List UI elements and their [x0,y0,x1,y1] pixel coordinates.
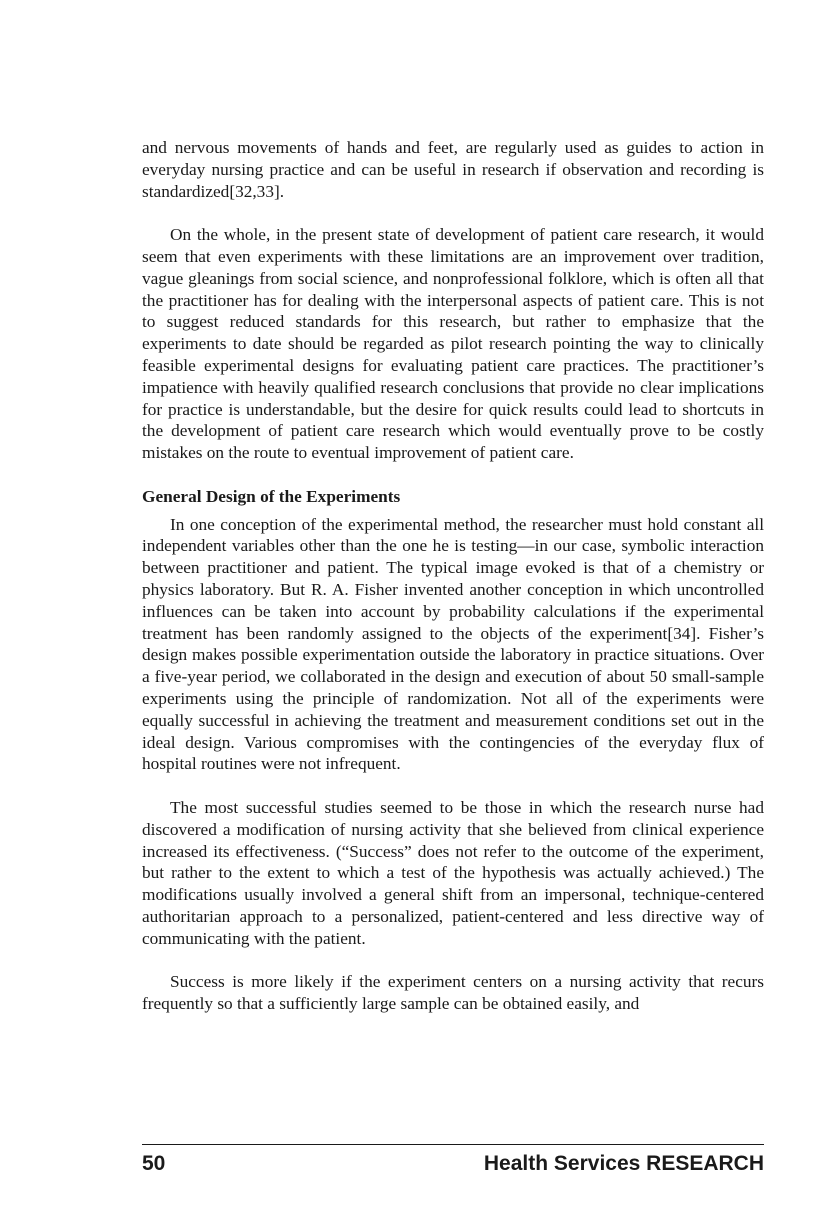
section-heading: General Design of the Experiments [142,486,401,506]
page-footer [142,1150,764,1178]
paragraph-successful-studies: The most successful studies seemed to be those in which the research nurse had discovered a modification of nursing activity that she believed from clinical experience increased its effectiveness. (“Success” does not refer to the outcome of the experiment, but rather to the extent to which a test of the hypothesis was actually achieved.) The modifications usually involved a general shift from an impersonal, technique-centered authoritarian approach to a personalized, patient-centered and less directive way of communicating with the patient. [142,797,764,948]
footer-rule [142,1144,764,1145]
page-body [142,137,764,1015]
page-number: 50 [142,1152,166,1175]
paragraph-whole: On the whole, in the present state of development of patient care research, it would seem that even experiments with these limitations are an improvement over tradition, vague gleanings from social science, and nonprofessional folklore, which is often all that the practitioner has for dealing with the interpersonal aspects of patient care. This is not to suggest reduced standards for this research, but rather to emphasize that the experiments to date should be regarded as pilot research pointing the way to clinically feasible experimental designs for evaluating patient care practices. The practitioner’s impatience with heavily qualified research conclusions that provide no clear implications for practice is understandable, but the desire for quick results could lead to shortcuts in the development of patient care research which would eventually prove to be costly mistakes on the route to eventual improvement of patient care. [142,225,764,463]
paragraph-success-likely: Success is more likely if the experiment centers on a nursing activity that recurs frequently so that a sufficiently large sample can be obtained easily, and [142,972,764,1014]
paragraph-continuation: and nervous movements of hands and feet, are regularly used as guides to action in everyday nursing practice and can be useful in research if observation and recording is standardized[32,33]. [142,138,764,201]
journal-title: Health Services RESEARCH [483,1152,764,1175]
paragraph-conception: In one conception of the experimental method, the researcher must hold constant all independent variables other than the one he is testing—in our case, symbolic interaction between practitioner and patient. The typical image evoked is that of a chemistry or physics laboratory. But R. A. Fisher invented another conception in which uncontrolled influences can be taken into account by probability calculations if the experimental treatment has been randomly assigned to the objects of the experiment[34]. Fisher’s design makes possible experimentation outside the laboratory in practice situations. Over a five-year period, we collaborated in the design and execution of about 50 small-sample experiments using the principle of randomization. Not all of the experiments were equally successful in achieving the treatment and measurement conditions set out in the ideal design. Various compromises with the contingencies of the everyday flux of hospital routines were not infrequent. [142,514,764,774]
